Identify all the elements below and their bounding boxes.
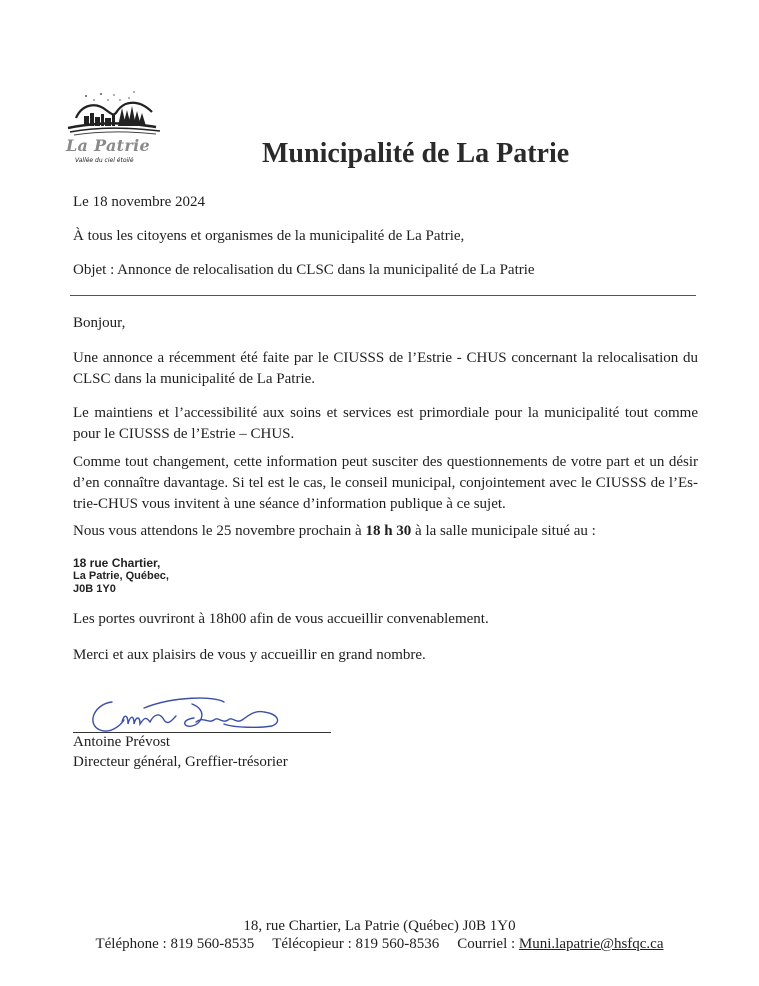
event-address <box>73 557 169 596</box>
body-paragraph: Le maintiens et l’accessibilité aux soins et services est primordiale pour la municipalité tout comme pour le CIUSSS de l’Estrie – CHUS. <box>73 405 698 442</box>
logo-name: La Patrie <box>66 136 150 155</box>
footer-contact <box>0 936 759 953</box>
footer-fax: Télécopieur : 819 560-8536 <box>272 936 440 952</box>
letter-subject: Objet : Annonce de relocalisation du CLSC dans la municipalité de La Patrie <box>73 262 535 278</box>
closing-text: Merci et aux plaisirs de vous y accueillir en grand nombre. <box>73 647 426 663</box>
footer-email-link[interactable]: Muni.lapatrie@hsfqc.ca <box>518 936 664 952</box>
divider <box>70 295 696 296</box>
body-paragraph: Comme tout changement, cette information peut susciter des questionnements de votre part et un désir d’en connaître davantage. Si tel est le cas, le conseil municipal, conjointement avec le CIUSSS de l’Es-trie-CHUS vous invitent à une séance d’information publique à ce sujet. <box>73 454 698 512</box>
letter-recipient: À tous les citoyens et organismes de la municipalité de La Patrie, <box>73 228 465 244</box>
letter-date: Le 18 novembre 2024 <box>73 194 206 210</box>
municipality-logo <box>56 86 166 170</box>
signature-line <box>73 732 331 733</box>
signatory-title: Directeur général, Greffier-trésorier <box>73 754 288 770</box>
invitation-time: 18 h 30 <box>365 523 412 539</box>
footer-address: 18, rue Chartier, La Patrie (Québec) J0B 1Y0 <box>243 918 516 934</box>
village-skyline-stars-icon <box>56 86 166 138</box>
address-city: La Patrie, Québec, <box>73 570 169 582</box>
address-postal-code: J0B 1Y0 <box>73 583 116 595</box>
page-title: Municipalité de La Patrie <box>262 138 570 169</box>
signatory-name: Antoine Prévost <box>73 734 171 750</box>
invitation-line <box>73 523 596 540</box>
invitation-text: Nous vous attendons le 25 novembre prochain à <box>73 523 366 539</box>
logo-tagline: Vallée du ciel étoilé <box>75 157 134 164</box>
body-paragraph: Une annonce a récemment été faite par le CIUSSS de l’Estrie - CHUS concernant la relocalisation du CLSC dans la municipalité de La Patrie. <box>73 350 698 387</box>
address-street: 18 rue Chartier, <box>73 556 161 570</box>
footer-phone: Téléphone : 819 560-8535 <box>95 936 255 952</box>
handwritten-signature-icon <box>84 690 304 735</box>
letter-greeting: Bonjour, <box>73 315 126 331</box>
doors-open-text: Les portes ouvriront à 18h00 afin de vous accueillir convenablement. <box>73 611 489 627</box>
footer-email-label: Courriel : <box>457 936 519 952</box>
invitation-text-end: à la salle municipale situé au : <box>411 523 596 539</box>
